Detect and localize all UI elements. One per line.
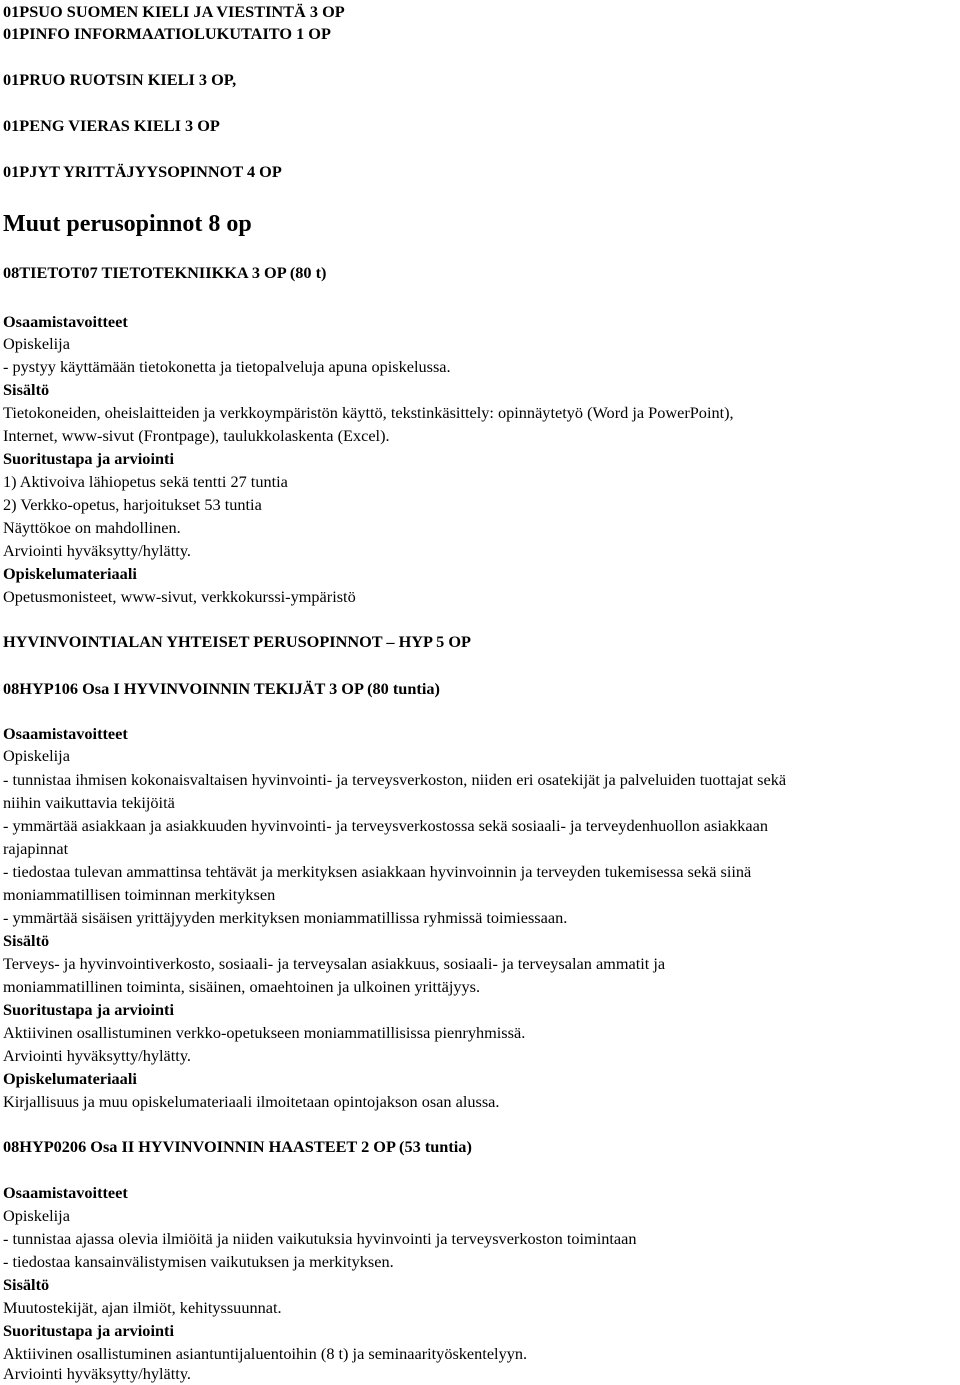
material-label: Opiskelumateriaali bbox=[3, 1069, 137, 1088]
assessment-label: Suoritustapa ja arviointi bbox=[3, 1000, 174, 1019]
course-heading: 01PJYT YRITTÄJYYSOPINNOT 4 OP bbox=[3, 162, 282, 181]
goal-line: - tunnistaa ajassa olevia ilmiöitä ja niiden vaikutuksia hyvinvointi ja terveysverkoston toimintaan bbox=[3, 1229, 637, 1248]
assessment-label: Suoritustapa ja arviointi bbox=[3, 449, 174, 468]
student-label: Opiskelija bbox=[3, 746, 70, 765]
assessment-line: Arviointi hyväksytty/hylätty. bbox=[3, 1046, 191, 1065]
material-label: Opiskelumateriaali bbox=[3, 564, 137, 583]
content-line: Terveys- ja hyvinvointiverkosto, sosiaali- ja terveysalan asiakkuus, sosiaali- ja terveysalan ammatit ja bbox=[3, 954, 666, 973]
goal-line: niihin vaikuttavia tekijöitä bbox=[3, 793, 175, 812]
section-heading: HYVINVOINTIALAN YHTEISET PERUSOPINNOT – HYP 5 OP bbox=[3, 632, 471, 651]
material-line: Opetusmonisteet, www-sivut, verkkokurssi-ympäristö bbox=[3, 587, 356, 606]
goal-line: rajapinnat bbox=[3, 839, 69, 858]
course-title: 08HYP0206 Osa II HYVINVOINNIN HAASTEET 2 OP (53 tuntia) bbox=[3, 1137, 472, 1156]
goal-line: - tunnistaa ihmisen kokonaisvaltaisen hyvinvointi- ja terveysverkoston, niiden eri osatekijät ja palveluiden tuottajat sekä bbox=[3, 770, 787, 789]
course-heading: 01PINFO INFORMAATIOLUKUTAITO 1 OP bbox=[3, 24, 331, 43]
goal-line: - tiedostaa tulevan ammattinsa tehtävät ja merkityksen asiakkaan hyvinvoinnin ja terveyden tukemisessa sekä siinä bbox=[3, 862, 752, 881]
assessment-line: 1) Aktivoiva lähiopetus sekä tentti 27 tuntia bbox=[3, 472, 288, 491]
course-title: 08TIETOT07 TIETOTEKNIIKKA 3 OP (80 t) bbox=[3, 263, 327, 282]
goals-label: Osaamistavoitteet bbox=[3, 724, 128, 743]
assessment-line: Aktiivinen osallistuminen asiantuntijaluentoihin (8 t) ja seminaarityöskentelyyn. bbox=[3, 1344, 528, 1363]
goals-label: Osaamistavoitteet bbox=[3, 312, 128, 331]
content-label: Sisältö bbox=[3, 1275, 50, 1294]
goal-line: - tiedostaa kansainvälistymisen vaikutuksen ja merkityksen. bbox=[3, 1252, 394, 1271]
content-label: Sisältö bbox=[3, 380, 50, 399]
assessment-label: Suoritustapa ja arviointi bbox=[3, 1321, 174, 1340]
content-line: Muutostekijät, ajan ilmiöt, kehityssuunnat. bbox=[3, 1298, 282, 1317]
student-label: Opiskelija bbox=[3, 1206, 70, 1225]
assessment-line: Arviointi hyväksytty/hylätty. bbox=[3, 541, 191, 560]
goals-label: Osaamistavoitteet bbox=[3, 1183, 128, 1202]
section-title: Muut perusopinnot 8 op bbox=[3, 211, 252, 237]
goal-line: moniammatillisen toiminnan merkityksen bbox=[3, 885, 276, 904]
course-heading: 01PSUO SUOMEN KIELI JA VIESTINTÄ 3 OP bbox=[3, 2, 345, 21]
goal-line: - ymmärtää sisäisen yrittäjyyden merkityksen moniammatillissa ryhmissä toimiessaan. bbox=[3, 908, 568, 927]
course-heading: 01PRUO RUOTSIN KIELI 3 OP, bbox=[3, 70, 237, 89]
content-line: moniammatillinen toiminta, sisäinen, omaehtoinen ja ulkoinen yrittäjyys. bbox=[3, 977, 481, 996]
goal-line: - pystyy käyttämään tietokonetta ja tietopalveluja apuna opiskelussa. bbox=[3, 357, 451, 376]
content-line: Tietokoneiden, oheislaitteiden ja verkkoympäristön käyttö, tekstinkäsittely: opinnäytetyö (Word ja PowerPoint), bbox=[3, 403, 734, 422]
content-line: Internet, www-sivut (Frontpage), taulukkolaskenta (Excel). bbox=[3, 426, 390, 445]
course-heading: 01PENG VIERAS KIELI 3 OP bbox=[3, 116, 220, 135]
assessment-line: 2) Verkko-opetus, harjoitukset 53 tuntia bbox=[3, 495, 262, 514]
course-title: 08HYP106 Osa I HYVINVOINNIN TEKIJÄT 3 OP (80 tuntia) bbox=[3, 679, 440, 698]
assessment-line: Näyttökoe on mahdollinen. bbox=[3, 518, 181, 537]
assessment-line: Arviointi hyväksytty/hylätty. bbox=[3, 1364, 191, 1383]
assessment-line: Aktiivinen osallistuminen verkko-opetukseen moniammatillisissa pienryhmissä. bbox=[3, 1023, 526, 1042]
goal-line: - ymmärtää asiakkaan ja asiakkuuden hyvinvointi- ja terveysverkostossa sekä sosiaali- ja terveydenhuollon asiakkaan bbox=[3, 816, 768, 835]
material-line: Kirjallisuus ja muu opiskelumateriaali ilmoitetaan opintojakson osan alussa. bbox=[3, 1092, 500, 1111]
student-label: Opiskelija bbox=[3, 334, 70, 353]
content-label: Sisältö bbox=[3, 931, 50, 950]
